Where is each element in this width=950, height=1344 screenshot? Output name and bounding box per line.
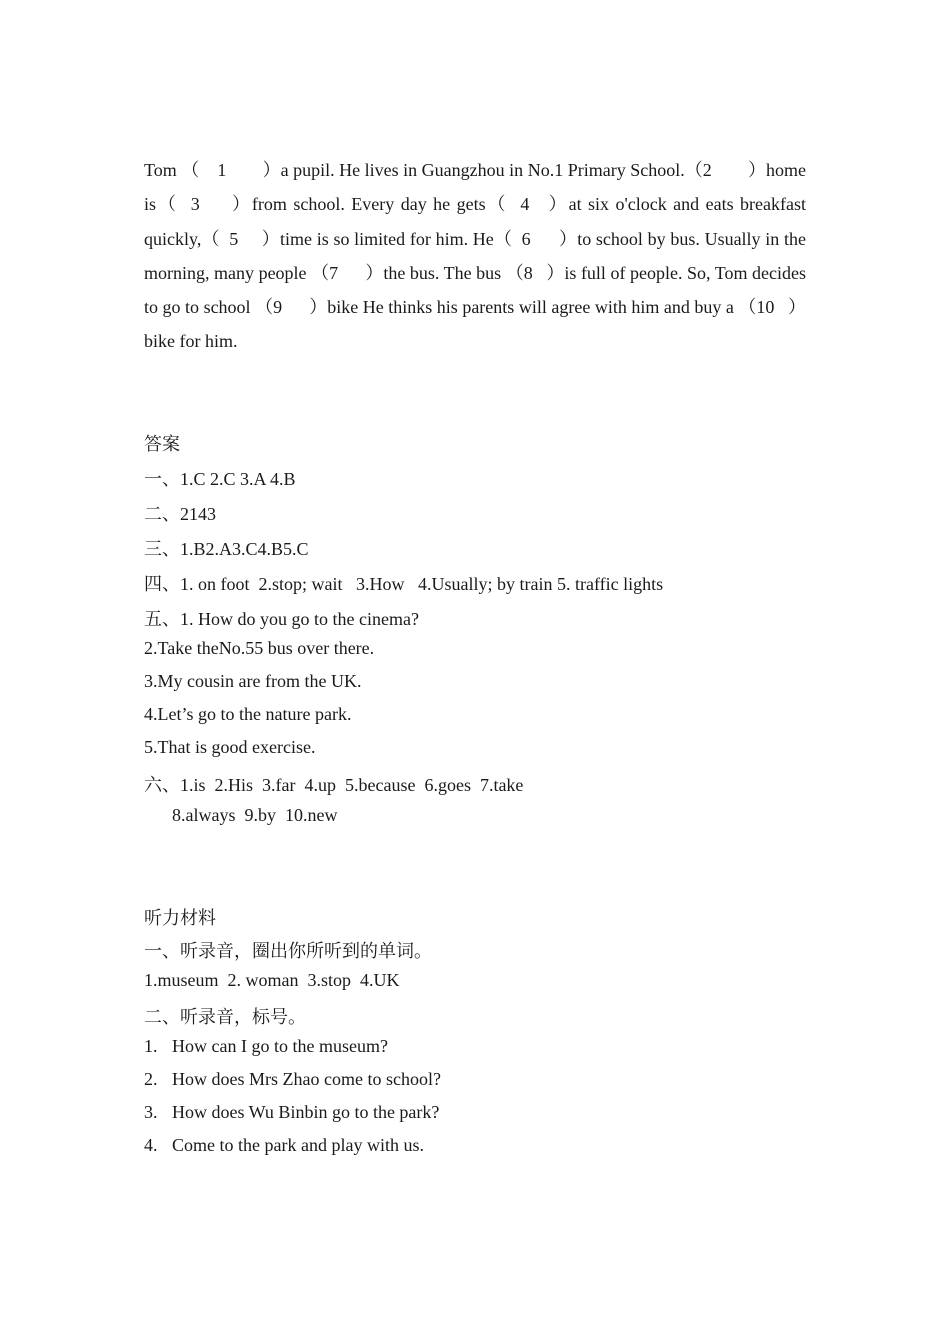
answer-line: 一、1.C 2.C 3.A 4.B bbox=[144, 469, 296, 489]
cloze-passage: Tom （ 1 ）a pupil. He lives in Guangzhou in No.1 Primary School.（2 ）home is（ 3 ）from school. Every day he gets（ 4 ）at six o'clock and eats breakfast quickly,（ 5 ）time is so limited for him. He（ 6 ）to school by bus. Usually in the morning, many people （7 ）the bus. The bus （8 ）is full of people. So, Tom decides to go to school （9 ）bike He thinks his parents will agree with him and buy a （10 ）bike for him. bbox=[144, 160, 806, 352]
answer-line: 五、1. How do you go to the cinema? bbox=[144, 609, 419, 629]
answer-line: 2.Take theNo.55 bus over there. bbox=[144, 638, 375, 658]
list-item-text: How does Wu Binbin go to the park? bbox=[172, 1102, 440, 1122]
listening-section-1-title: 一、听录音，圈出你所听到的单词。 bbox=[144, 941, 432, 961]
list-item-number: 2. bbox=[144, 1069, 158, 1089]
list-item-text: How can I go to the museum? bbox=[172, 1036, 388, 1056]
answer-line: 8.always 9.by 10.new bbox=[172, 805, 338, 825]
answer-line: 四、1. on foot 2.stop; wait 3.How 4.Usually; by train 5. traffic lights bbox=[144, 574, 664, 594]
list-item-number: 1. bbox=[144, 1036, 158, 1056]
listening-section-2-title: 二、听录音，标号。 bbox=[144, 1007, 306, 1027]
answer-line: 三、1.B2.A3.C4.B5.C bbox=[144, 539, 309, 559]
answer-line: 4.Let’s go to the nature park. bbox=[144, 704, 352, 724]
answer-line: 二、2143 bbox=[144, 504, 216, 524]
list-item-number: 3. bbox=[144, 1102, 158, 1122]
answer-line: 六、1.is 2.His 3.far 4.up 5.because 6.goes 7.take bbox=[144, 775, 524, 795]
listening-heading: 听力材料 bbox=[144, 908, 216, 928]
answer-line: 5.That is good exercise. bbox=[144, 737, 316, 757]
list-item-text: Come to the park and play with us. bbox=[172, 1135, 424, 1155]
answer-line: 3.My cousin are from the UK. bbox=[144, 671, 362, 691]
listening-section-1-words: 1.museum 2. woman 3.stop 4.UK bbox=[144, 970, 400, 990]
answers-heading: 答案 bbox=[144, 434, 180, 454]
list-item-number: 4. bbox=[144, 1135, 158, 1155]
list-item-text: How does Mrs Zhao come to school? bbox=[172, 1069, 441, 1089]
